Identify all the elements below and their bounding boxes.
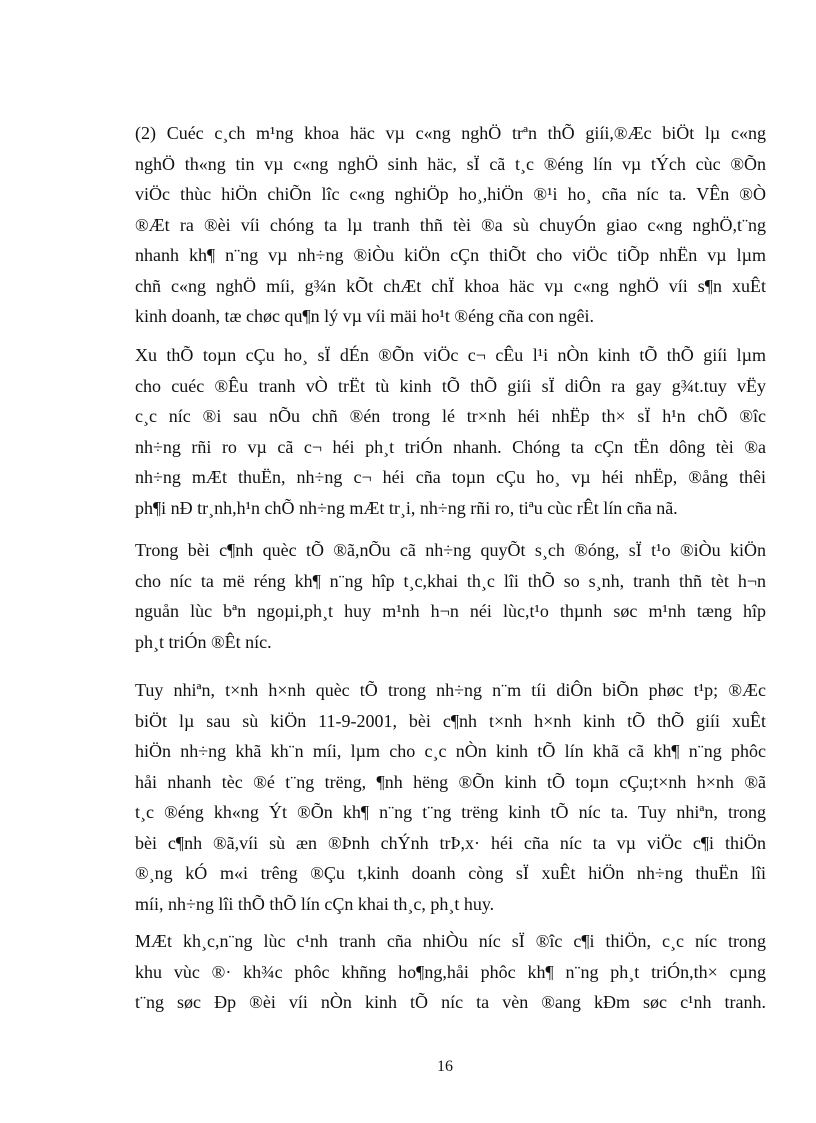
text-line: ®Æt ra ®èi víi chóng ta lµ tranh thñ tèi ®a sù chuyÓn giao c«ng nghÖ,t¨ng bbox=[135, 214, 766, 235]
text-line: ph¶i nÐ tr¸nh,h¹n chÕ nh÷ng mÆt tr¸i, nh÷ng rñi ro, tiªu cùc rÊt lín cña nã. bbox=[135, 497, 678, 518]
paragraph-5 bbox=[135, 926, 766, 1018]
text-line: ®¸ng kÓ m«i trêng ®Çu t,kinh doanh còng sÏ xuÊt hiÖn nh÷ng thuËn lîi bbox=[135, 863, 766, 883]
text-line: MÆt kh¸c,n¨ng lùc c¹nh tranh cña nhiÒu níc sÏ ®îc c¶i thiÖn, c¸c níc trong bbox=[135, 931, 766, 951]
text-line: viÖc thùc hiÖn chiÕn lîc c«ng nghiÖp ho¸,hiÖn ®¹i ho¸ cña níc ta. VÊn ®Ò bbox=[135, 184, 766, 204]
text-line: nhanh kh¶ n¨ng vµ nh÷ng ®iÒu kiÖn cÇn thiÕt cho viÖc tiÕp nhËn vµ lµm bbox=[135, 245, 766, 265]
paragraph-1 bbox=[135, 118, 766, 332]
text-line: ph¸t triÓn ®Êt níc. bbox=[135, 631, 272, 652]
paragraph-4 bbox=[135, 675, 766, 919]
text-line: chñ c«ng nghÖ míi, g¾n kÕt chÆt chÏ khoa häc vµ c«ng nghÖ víi s¶n xuÊt bbox=[135, 275, 766, 296]
text-line: bèi c¶nh ®ã,víi sù æn ®Þnh chÝnh trÞ,x· héi cña níc ta vµ viÖc c¶i thiÖn bbox=[135, 832, 766, 853]
text-line: Trong bèi c¶nh quèc tÕ ®ã,nÕu cã nh÷ng quyÕt s¸ch ®óng, sÏ t¹o ®iÒu kiÖn bbox=[135, 540, 766, 560]
text-line: nghÖ th«ng tin vµ c«ng nghÖ sinh häc, sÏ cã t¸c ®éng lín vµ tÝch cùc ®Õn bbox=[135, 153, 766, 174]
paragraph-2 bbox=[135, 340, 766, 523]
text-line: c¸c níc ®i sau nÕu chñ ®én trong lé tr×nh héi nhËp th× sÏ h¹n chÕ ®îc bbox=[135, 406, 766, 426]
text-line: biÖt lµ sau sù kiÖn 11-9-2001, bèi c¶nh t×nh h×nh kinh tÕ thÕ giíi xuÊt bbox=[135, 710, 766, 731]
paragraph-3 bbox=[135, 535, 766, 657]
text-line: nguån lùc bªn ngoµi,ph¸t huy m¹nh h¬n néi lùc,t¹o thµnh søc m¹nh tæng hîp bbox=[135, 601, 766, 621]
text-line: nh÷ng mÆt thuËn, nh÷ng c¬ héi cña toµn cÇu ho¸ vµ héi nhËp, ®ång thêi bbox=[135, 467, 766, 487]
text-line: t¸c ®éng kh«ng Ýt ®Õn kh¶ n¨ng t¨ng trëng kinh tÕ níc ta. Tuy nhiªn, trong bbox=[135, 802, 766, 822]
text-line: cho cuéc ®Êu tranh vÒ trËt tù kinh tÕ thÕ giíi sÏ diÔn ra gay g¾t.tuy vËy bbox=[135, 375, 766, 396]
text-line: Xu thÕ toµn cÇu ho¸ sÏ dÉn ®Õn viÖc c¬ cÊu l¹i nÒn kinh tÕ thÕ giíi lµm bbox=[135, 345, 766, 365]
text-line: cho níc ta më réng kh¶ n¨ng hîp t¸c,khai th¸c lîi thÕ so s¸nh, tranh thñ tèt h¬n bbox=[135, 570, 766, 591]
text-line: hiÖn nh÷ng khã kh¨n míi, lµm cho c¸c nÒn kinh tÕ lín khã cã kh¶ n¨ng phôc bbox=[135, 741, 766, 761]
text-line: nh÷ng rñi ro vµ cã c¬ héi ph¸t triÓn nhanh. Chóng ta cÇn tËn dông tèi ®a bbox=[135, 436, 766, 457]
page-number: 16 bbox=[437, 1058, 453, 1075]
text-line: kinh doanh, tæ chøc qu¶n lý vµ víi mäi ho¹t ®éng cña con ngêi. bbox=[135, 306, 595, 326]
text-line: khu vùc ®· kh¾c phôc khñng ho¶ng,håi phôc kh¶ n¨ng ph¸t triÓn,th× cµng bbox=[135, 961, 766, 982]
text-line: håi nhanh tèc ®é t¨ng trëng, ¶nh hëng ®Õn kinh tÕ toµn cÇu;t×nh h×nh ®ã bbox=[135, 771, 766, 792]
text-line: (2) Cuéc c¸ch m¹ng khoa häc vµ c«ng nghÖ trªn thÕ giíi,®Æc biÖt lµ c«ng bbox=[135, 123, 766, 143]
text-line: Tuy nhiªn, t×nh h×nh quèc tÕ trong nh÷ng n¨m tíi diÔn biÕn phøc t¹p; ®Æc bbox=[135, 680, 766, 700]
text-line: míi, nh÷ng lîi thÕ thÕ lín cÇn khai th¸c, ph¸t huy. bbox=[135, 893, 495, 914]
text-line: t¨ng søc Ðp ®èi víi nÒn kinh tÕ níc ta vèn ®ang kÐm søc c¹nh tranh. bbox=[135, 992, 766, 1012]
